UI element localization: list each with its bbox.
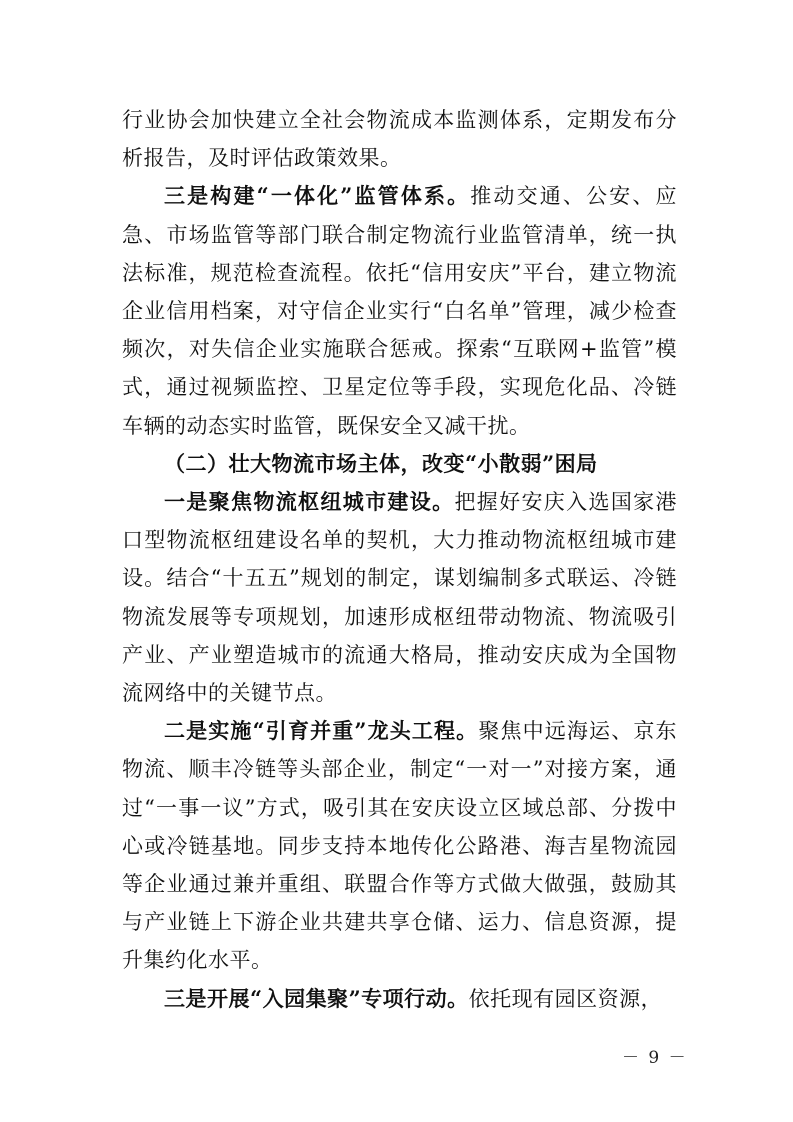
paragraph-1-text: 行业协会加快建立全社会物流成本监测体系，定期发布分析报告，及时评估政策效果。 [122,108,677,171]
paragraph-5-text: 依托现有园区资源， [468,986,663,1011]
paragraph-1 [122,101,677,177]
paragraph-3 [122,483,677,712]
paragraph-4-lead: 二是实施“引育并重”龙头工程。 [164,718,479,744]
paragraph-2-text: 推动交通、公安、应急、市场监管等部门联合制定物流行业监管清单，统一执法标准，规范检查流程。依托“信用安庆”平台，建立物流企业信用档案，对守信企业实行“白名单”管理，减少检查频次，对失信企业实施联合惩戒。探索“互联网+监管”模式，通过视频监控、卫星定位等手段，实现危化品、冷链车辆的动态实时监管，既保安全又减干扰。 [122,184,677,438]
paragraph-5-lead: 三是开展“入园集聚”专项行动。 [164,985,469,1011]
paragraph-2 [122,177,677,444]
paragraph-4 [122,712,677,979]
paragraph-5 [122,980,677,1018]
paragraph-3-lead: 一是聚焦物流枢纽城市建设。 [164,489,455,515]
body-text [122,101,677,1018]
section-heading: （二）壮大物流市场主体，改变“小散弱”困局 [164,450,598,476]
page-number: － 9 － [622,1048,688,1068]
paragraph-4-text: 聚焦中远海运、京东物流、顺丰冷链等头部企业，制定“一对一”对接方案，通过“一事一议”方式，吸引其在安庆设立区域总部、分拨中心或冷链基地。同步支持本地传化公路港、海吉星物流园等企业通过兼并重组、联盟合作等方式做大做强，鼓励其与产业链上下游企业共建共享仓储、运力、信息资源，提升集约化水平。 [122,719,677,973]
paragraph-3-text: 把握好安庆入选国家港口型物流枢纽建设名单的契机，大力推动物流枢纽城市建设。结合“十五五”规划的制定，谋划编制多式联运、冷链物流发展等专项规划，加速形成枢纽带动物流、物流吸引产业、产业塑造城市的流通大格局，推动安庆成为全国物流网络中的关键节点。 [122,490,678,706]
paragraph-2-lead: 三是构建“一体化”监管体系。 [164,183,471,209]
